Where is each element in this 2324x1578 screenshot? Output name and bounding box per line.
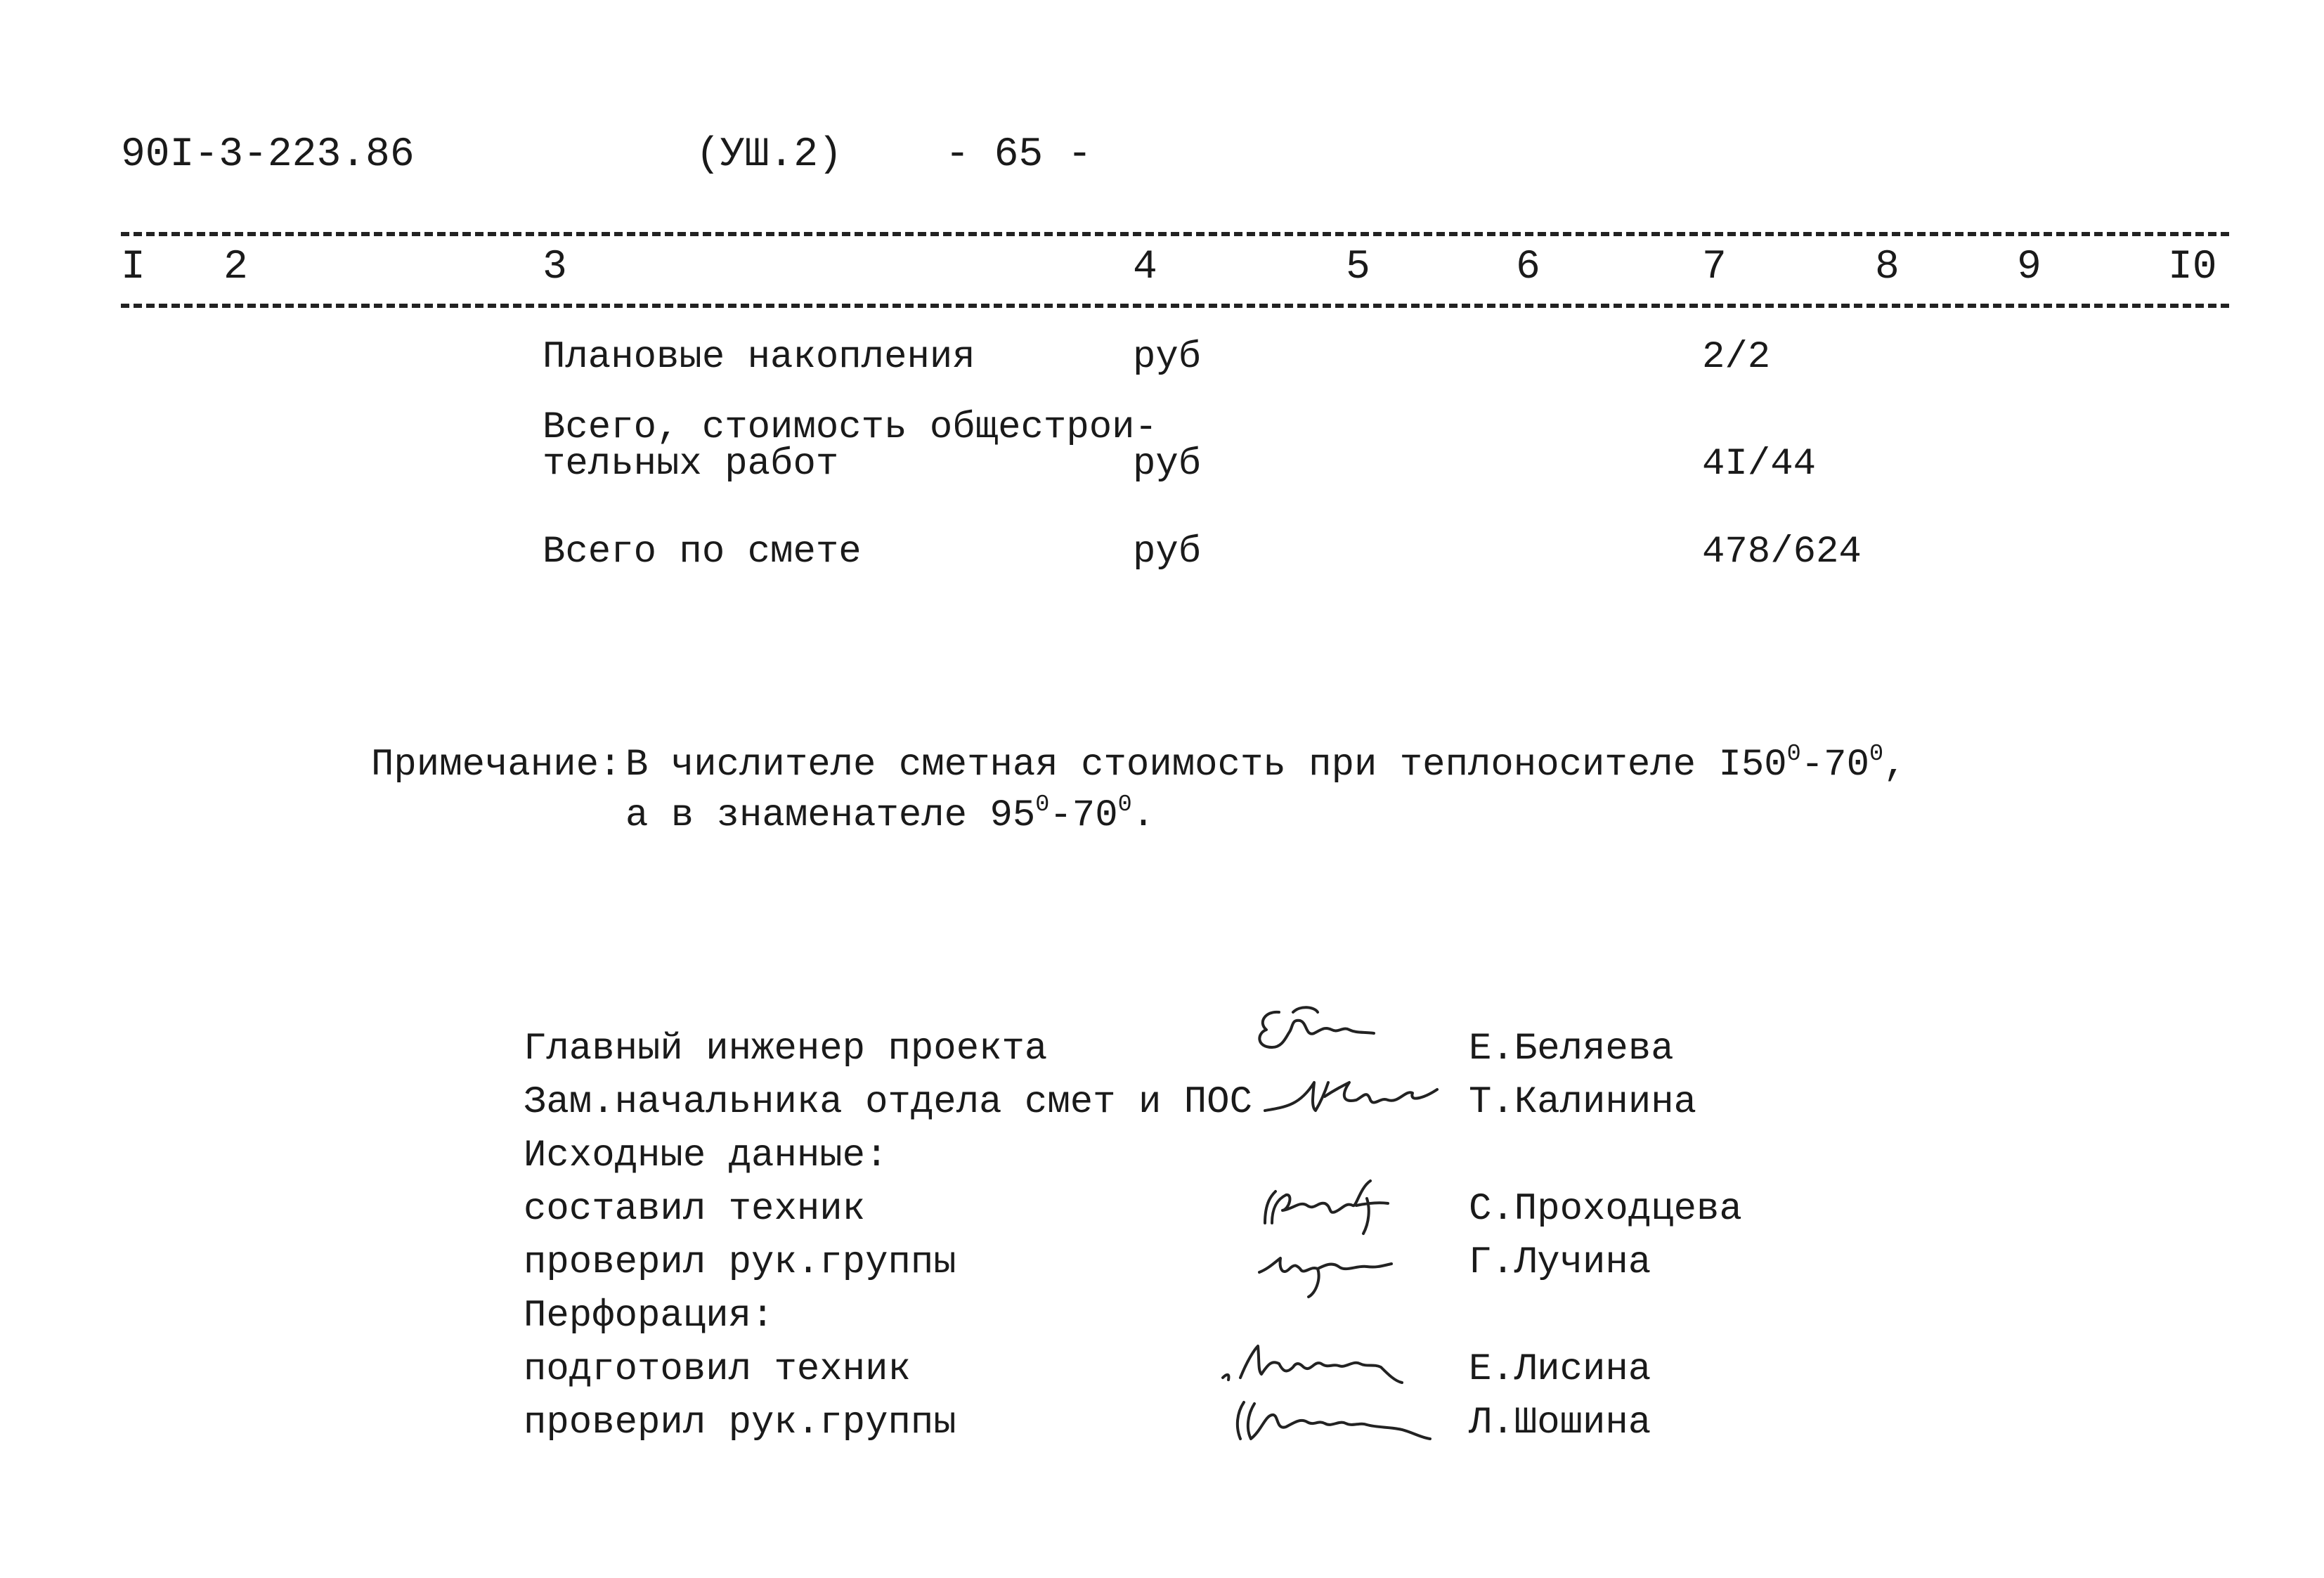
note-line-2-text: а в знаменателе 95 [625, 794, 1036, 837]
prepared-by-name: Е.Лисина [1469, 1348, 1651, 1391]
row-name-continued: тельных работ [543, 443, 839, 486]
row-name: Плановые накопления [543, 336, 975, 379]
column-number-4: 4 [1133, 245, 1157, 290]
signature-shoshina-icon [1223, 1388, 1448, 1451]
deputy-head-name: Т.Калинина [1469, 1081, 1697, 1124]
chief-engineer-name: Е.Беляева [1469, 1028, 1674, 1071]
checked-by-name: Г.Лучина [1469, 1241, 1651, 1284]
source-data-heading: Исходные данные: [524, 1134, 888, 1177]
column-number-6: 6 [1516, 245, 1540, 290]
row-value: 4I/44 [1702, 443, 1817, 486]
row-unit: руб [1133, 336, 1202, 379]
row-name: Всего, стоимость общестрои- [543, 406, 1157, 449]
top-dashed-rule [121, 232, 2229, 236]
degree-sup: 0 [1786, 741, 1801, 768]
compiled-by-name: С.Проходцева [1469, 1188, 1742, 1231]
note-label: Примечание: [371, 744, 622, 787]
compiled-by-label: составил техник [524, 1188, 866, 1231]
column-number-2: 2 [223, 245, 248, 290]
column-number-10: I0 [2168, 245, 2217, 290]
signature-belyaeva-icon [1251, 998, 1391, 1061]
checked-by-label-2: проверил рук.группы [524, 1402, 956, 1444]
checked-by-name-2: Л.Шошина [1469, 1402, 1651, 1444]
deputy-head-label: Зам.начальника отдела смет и ПОС [524, 1081, 1252, 1124]
signature-kalinina-icon [1258, 1068, 1455, 1125]
document-code: 90I-3-223.86 [121, 132, 415, 178]
note-line-2 [625, 791, 1155, 837]
signature-luchina-icon [1251, 1237, 1406, 1300]
column-number-8: 8 [1875, 245, 1900, 290]
chief-engineer-label: Главный инженер проекта [524, 1028, 1048, 1071]
page-number: - 65 - [945, 132, 1092, 178]
row-name: Всего по смете [543, 531, 862, 574]
degree-sup: 0 [1035, 791, 1050, 819]
column-number-5: 5 [1346, 245, 1370, 290]
row-unit: руб [1133, 531, 1202, 574]
checked-by-label: проверил рук.группы [524, 1241, 956, 1284]
signature-prokhodtseva-icon [1251, 1167, 1406, 1244]
perforation-heading: Перфорация: [524, 1295, 774, 1338]
note-line-1-end: , [1883, 744, 1907, 787]
signature-lisina-icon [1216, 1332, 1427, 1395]
row-unit: руб [1133, 443, 1202, 486]
row-value: 2/2 [1702, 336, 1771, 379]
note-line-1 [625, 741, 1907, 787]
degree-sup: 0 [1869, 741, 1884, 768]
column-number-9: 9 [2017, 245, 2041, 290]
note-line-1-text: В числителе сметная стоимость при теплоносителе I50 [625, 744, 1787, 787]
bottom-dashed-rule [121, 304, 2229, 308]
note-line-2-end: . [1131, 794, 1155, 837]
column-number-1: I [121, 245, 145, 290]
section-code: (УШ.2) [696, 132, 843, 178]
row-value: 478/624 [1702, 531, 1862, 574]
note-line-2-mid: -70 [1049, 794, 1118, 837]
note-line-1-mid: -70 [1800, 744, 1869, 787]
column-number-7: 7 [1702, 245, 1727, 290]
prepared-by-label: подготовил техник [524, 1348, 911, 1391]
column-number-3: 3 [543, 245, 567, 290]
degree-sup: 0 [1117, 791, 1132, 819]
